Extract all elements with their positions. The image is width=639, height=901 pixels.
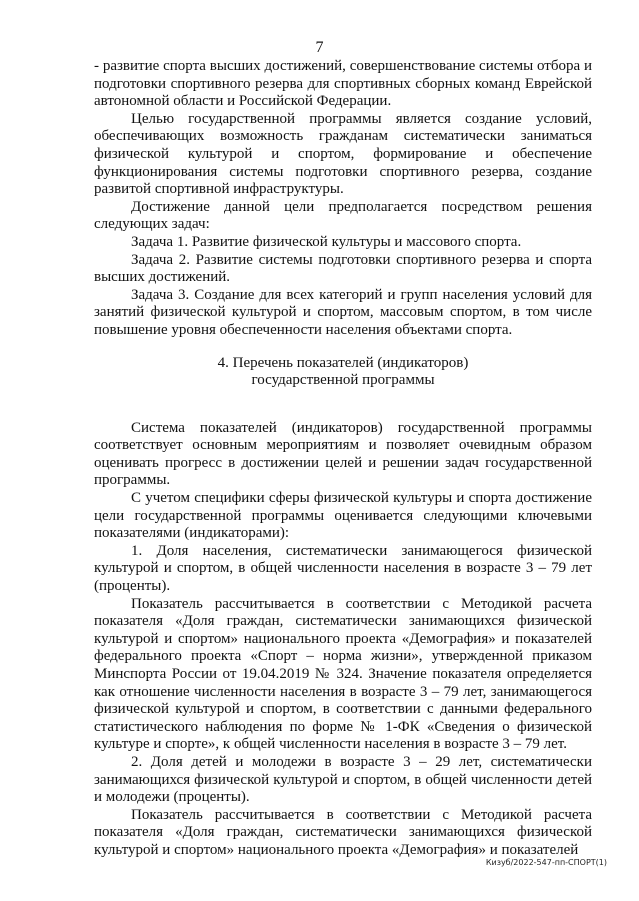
body-paragraph: С учетом специфики сферы физической культуры и спорта достижение цели государственной программы оценивается следующими ключевыми показателями (индикаторами): (94, 490, 592, 542)
page-number: 7 (315, 39, 324, 56)
section-heading (94, 355, 592, 390)
task-item: Задача 1. Развитие физической культуры и массового спорта. (131, 233, 522, 250)
body-paragraph: Целью государственной программы является создание условий, обеспечивающих возможность гражданам систематически заниматься физической культурой и спортом, формирование и обеспечение функционирования системы подготовки спортивного резерва, создание развитой спортивной инфраструктуры. (94, 110, 592, 198)
body-paragraph: Достижение данной цели предполагается посредством решения следующих задач: (94, 198, 592, 233)
indicator-item: 2. Доля детей и молодежи в возрасте 3 – 29 лет, систематически занимающихся физической культурой и спортом, в общей численности детей и молодежи (проценты). (94, 753, 592, 806)
indicator-item: 1. Доля населения, систематически занимающегося физической культурой и спортом, в общей численности населения в возрасте 3 – 79 лет (проценты). (94, 542, 592, 595)
section-heading-line: 4. Перечень показателей (индикаторов) (217, 354, 469, 371)
body-paragraph: Система показателей (индикаторов) государственной программы соответствует основным мероприятиям и позволяет очевидным образом оценивать прогресс в достижении целей и решении задач государственной программы. (94, 419, 592, 489)
body-paragraph: Показатель рассчитывается в соответствии с Методикой расчета показателя «Доля граждан, систематически занимающихся физической культурой и спортом» национального проекта «Демография» и показателей федерального проекта «Спорт – норма жизни», утвержденной приказом Минспорта России от 19.04.2019 № 324. Значение показателя определяется как отношение численности населения в возрасте 3 – 79 лет, занимающегося физической культурой и спортом, в соответствии с данными федерального статистического наблюдения по форме № 1-ФК «Сведения о физической культуре и спорте», к общей численности населения в возрасте 3 – 79 лет. (94, 595, 592, 753)
task-item: Задача 3. Создание для всех категорий и групп населения условий для занятий физической культурой и спортом, массовым спортом, в том числе повышение уровня обеспеченности населения объектами спорта. (94, 286, 592, 338)
document-code: Кизуб/2022-547-пп-СПОРТ(1) (485, 858, 607, 867)
document-body (94, 58, 592, 860)
body-paragraph: - развитие спорта высших достижений, совершенствование системы отбора и подготовки спортивного резерва для спортивных сборных команд Еврейской автономной области и Российской Федерации. (94, 58, 592, 110)
body-paragraph: Показатель рассчитывается в соответствии с Методикой расчета показателя «Доля граждан, систематически занимающихся физической культурой и спортом» национального проекта «Демография» и показателей (94, 806, 592, 858)
spacer (94, 390, 592, 420)
section-heading-line: государственной программы (251, 372, 435, 389)
task-item: Задача 2. Развитие системы подготовки спортивного резерва и спорта высших достижений. (94, 251, 592, 286)
